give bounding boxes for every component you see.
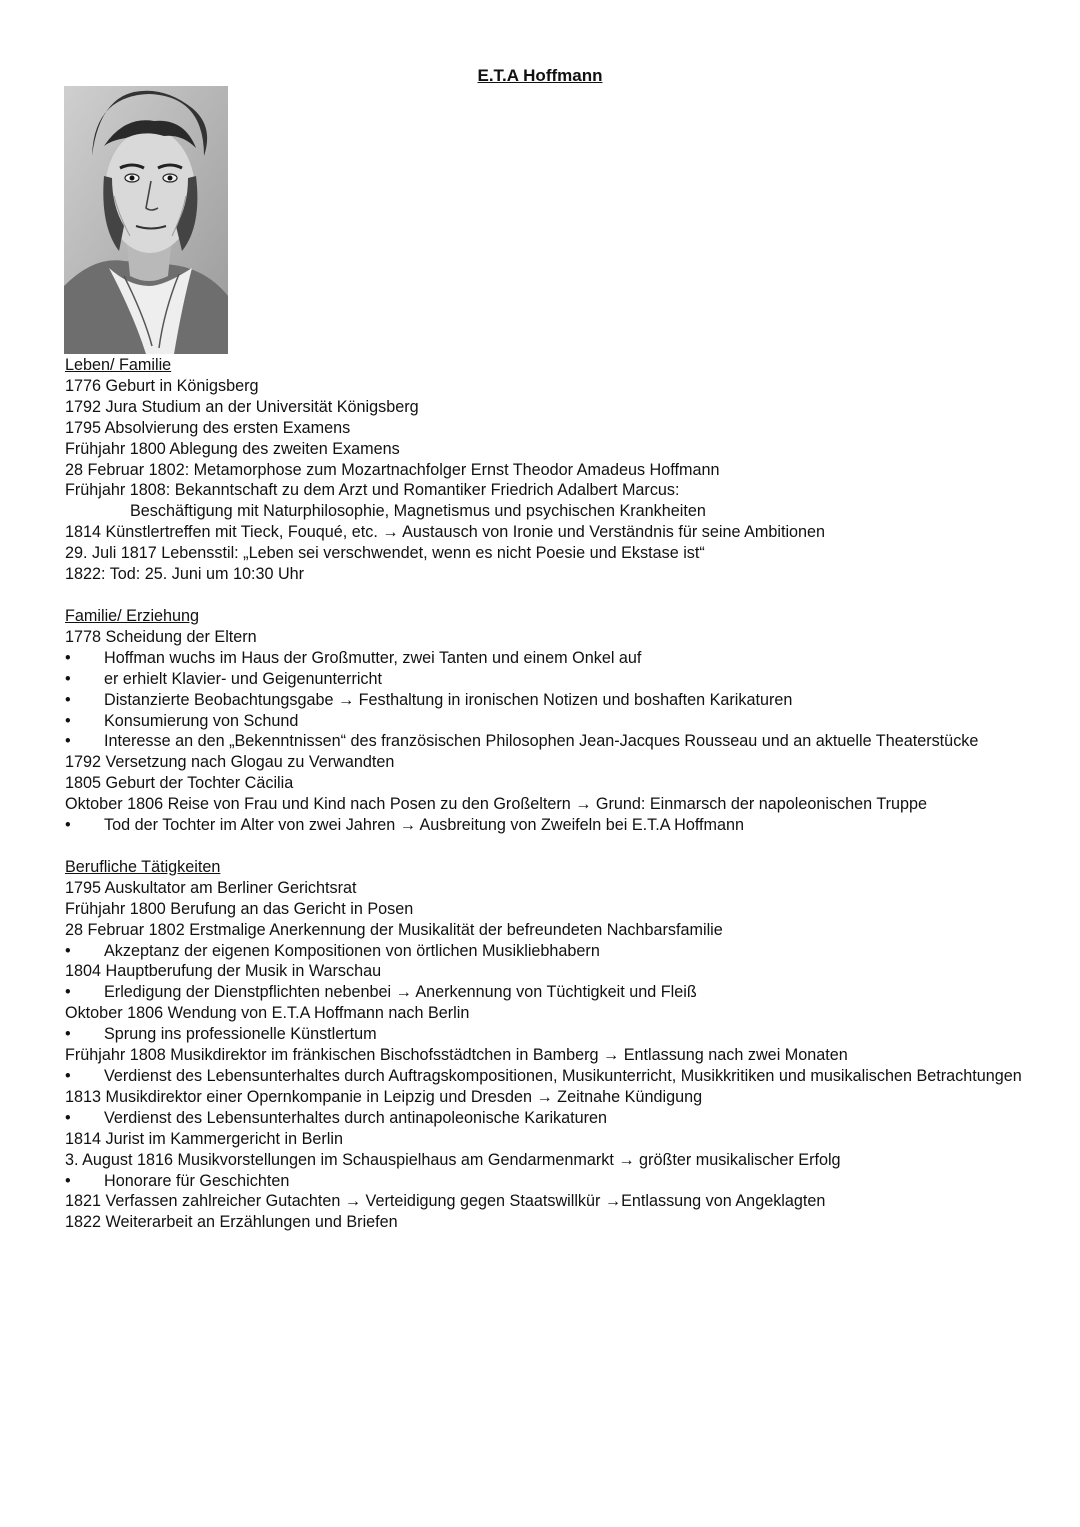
bullet-item: • Distanzierte Beobachtungsgabe → Festhaltung in ironischen Notizen und boshaften Karikaturen: [65, 690, 1025, 711]
section-heading-beruf: Berufliche Tätigkeiten: [65, 857, 221, 876]
text-line: Frühjahr 1808 Musikdirektor im fränkischen Bischofsstädtchen in Bamberg → Entlassung nach zwei Monaten: [65, 1046, 848, 1065]
text-line: 28 Februar 1802 Erstmalige Anerkennung der Musikalität der befreundeten Nachbarsfamilie: [65, 920, 723, 939]
bullet-item: • Verdienst des Lebensunterhaltes durch antinapoleonische Karikaturen: [65, 1108, 1025, 1129]
indented-text-line: Beschäftigung mit Naturphilosophie, Magnetismus und psychischen Krankheiten: [130, 502, 706, 521]
bullet-item: • Honorare für Geschichten: [65, 1171, 1025, 1192]
text-line: 1814 Künstlertreffen mit Tieck, Fouqué, etc. → Austausch von Ironie und Verständnis für seine Ambitionen: [65, 523, 826, 542]
text-line: 1813 Musikdirektor einer Opernkompanie in Leipzig und Dresden → Zeitnahe Kündigung: [65, 1087, 703, 1106]
portrait-image: [64, 86, 228, 354]
text-line: 3. August 1816 Musikvorstellungen im Schauspielhaus am Gendarmenmarkt → größter musikalischer Erfolg: [65, 1150, 841, 1169]
document-title: E.T.A Hoffmann: [477, 66, 603, 85]
text-line: 1805 Geburt der Tochter Cäcilia: [65, 774, 294, 793]
text-line: 1778 Scheidung der Eltern: [65, 627, 257, 646]
text-line: 29. Juli 1817 Lebensstil: „Leben sei verschwendet, wenn es nicht Poesie und Ekstase ist“: [65, 544, 705, 563]
text-line: 1821 Verfassen zahlreicher Gutachten → Verteidigung gegen Staatswillkür →Entlassung von Angeklagten: [65, 1192, 826, 1211]
bullet-item: • Tod der Tochter im Alter von zwei Jahren → Ausbreitung von Zweifeln bei E.T.A Hoffmann: [65, 815, 1025, 836]
text-line: Frühjahr 1800 Berufung an das Gericht in Posen: [65, 899, 414, 918]
spacer: [65, 585, 1025, 606]
bullet-item: • Hoffman wuchs im Haus der Großmutter, zwei Tanten und einem Onkel auf: [65, 648, 1025, 669]
text-line: Frühjahr 1800 Ablegung des zweiten Examens: [65, 439, 400, 458]
text-line: 1792 Versetzung nach Glogau zu Verwandten: [65, 753, 395, 772]
text-line: Frühjahr 1808: Bekanntschaft zu dem Arzt und Romantiker Friedrich Adalbert Marcus:: [65, 481, 680, 500]
bullet-item: • Akzeptanz der eigenen Kompositionen von örtlichen Musikliebhabern: [65, 941, 1025, 962]
bullet-item: • er erhielt Klavier- und Geigenunterricht: [65, 669, 1025, 690]
bullet-item: • Erledigung der Dienstpflichten nebenbei → Anerkennung von Tüchtigkeit und Fleiß: [65, 982, 1025, 1003]
text-line: 1822 Weiterarbeit an Erzählungen und Briefen: [65, 1213, 398, 1232]
text-line: 28 Februar 1802: Metamorphose zum Mozartnachfolger Ernst Theodor Amadeus Hoffmann: [65, 460, 720, 479]
bullet-item: • Konsumierung von Schund: [65, 711, 1025, 732]
text-line: Oktober 1806 Reise von Frau und Kind nach Posen zu den Großeltern → Grund: Einmarsch der napoleonischen Truppe: [65, 795, 928, 814]
document-body: [65, 355, 1025, 1233]
text-line: 1814 Jurist im Kammergericht in Berlin: [65, 1129, 343, 1148]
text-line: 1804 Hauptberufung der Musik in Warschau: [65, 962, 382, 981]
text-line: 1776 Geburt in Königsberg: [65, 376, 259, 395]
text-line: 1795 Absolvierung des ersten Examens: [65, 418, 351, 437]
text-line: 1792 Jura Studium an der Universität Königsberg: [65, 397, 419, 416]
text-line: 1822: Tod: 25. Juni um 10:30 Uhr: [65, 565, 305, 584]
bullet-item: • Interesse an den „Bekenntnissen“ des französischen Philosophen Jean-Jacques Rousseau und an aktuelle Theaterstücke: [65, 731, 1025, 752]
text-line: Oktober 1806 Wendung von E.T.A Hoffmann nach Berlin: [65, 1004, 470, 1023]
bullet-item: • Verdienst des Lebensunterhaltes durch Auftragskompositionen, Musikunterricht, Musikkritiken und musikalischen Betrachtungen: [65, 1066, 1025, 1087]
bullet-item: • Sprung ins professionelle Künstlertum: [65, 1024, 1025, 1045]
section-heading-leben: Leben/ Familie: [65, 356, 172, 374]
spacer: [65, 836, 1025, 857]
section-heading-erziehung: Familie/ Erziehung: [65, 606, 200, 625]
text-line: 1795 Auskultator am Berliner Gerichtsrat: [65, 878, 357, 897]
